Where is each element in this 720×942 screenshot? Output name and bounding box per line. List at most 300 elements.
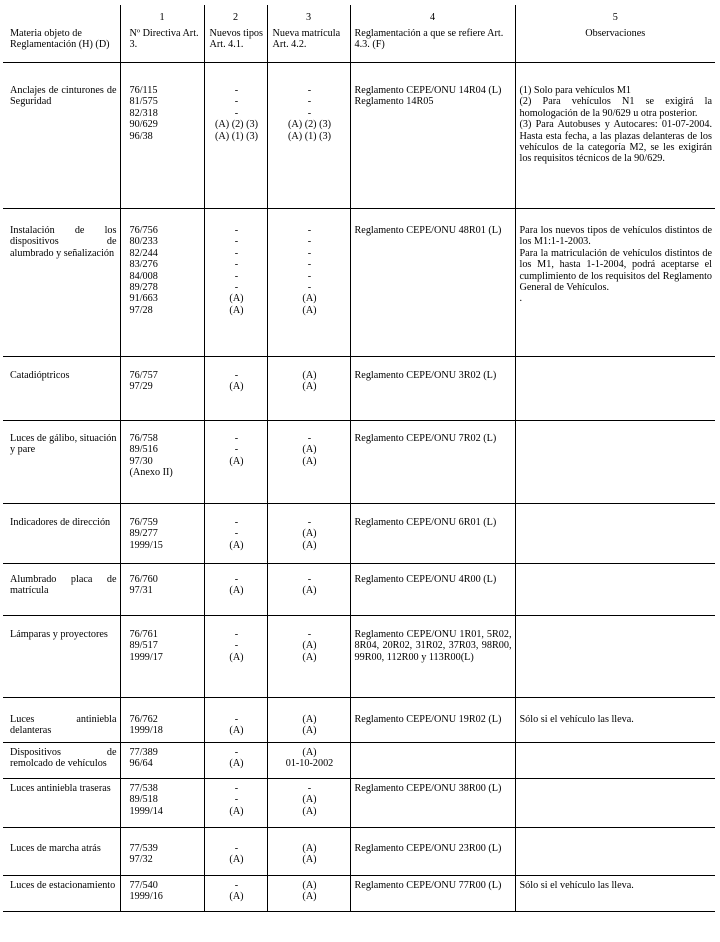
materia-cell <box>3 743 120 779</box>
nuevos-item: - <box>234 236 239 248</box>
directiva-item: 77/538 <box>129 783 158 794</box>
reglamentacion-cell <box>350 63 515 209</box>
nuevos-cell <box>204 779 267 828</box>
reglamentacion-cell <box>350 876 515 912</box>
materia-text: Luces de marcha atrás <box>10 843 101 854</box>
reglamentacion-list <box>351 357 515 381</box>
directiva-item-list <box>121 357 204 393</box>
table-row <box>3 876 715 912</box>
reglamentacion-cell <box>350 209 515 357</box>
reglamentacion-list <box>351 698 515 725</box>
table-row <box>3 828 715 876</box>
observaciones-cell <box>515 779 715 828</box>
directiva-item: (Anexo II) <box>129 467 173 479</box>
nuevos-item: - <box>234 880 239 891</box>
table-row <box>3 698 715 743</box>
directiva-cell <box>120 616 204 698</box>
directiva-item: 89/516 <box>129 444 158 456</box>
observaciones-cell <box>515 616 715 698</box>
observacion-text: . <box>519 293 523 305</box>
header-cell-observaciones <box>515 5 715 63</box>
nuevos-item-list <box>205 828 267 866</box>
matricula-cell <box>267 504 350 564</box>
matricula-cell <box>267 616 350 698</box>
matricula-item: (A) <box>302 854 317 866</box>
nuevos-item: - <box>234 528 239 540</box>
materia-text: Catadióptricos <box>10 370 70 381</box>
matricula-cell <box>267 209 350 357</box>
reglamentacion-text: Reglamento CEPE/ONU 48R01 (L) <box>354 225 502 236</box>
matricula-item-list <box>268 357 350 393</box>
materia-cell <box>3 357 120 421</box>
nuevos-item-list <box>205 564 267 597</box>
matricula-item-list <box>268 504 350 551</box>
observaciones-list <box>516 421 716 433</box>
directiva-item: 1999/15 <box>129 539 163 551</box>
reglamentacion-list <box>351 421 515 444</box>
observacion-text: Sólo si el vehículo las lleva. <box>519 880 634 891</box>
matricula-item-list <box>268 876 350 903</box>
matricula-item: (A) <box>302 304 317 316</box>
nuevos-item: (A) <box>229 585 244 597</box>
nuevos-item-list <box>205 876 267 903</box>
directiva-item: 76/757 <box>129 370 158 381</box>
matricula-item-list <box>268 743 350 770</box>
reglamentacion-list <box>351 504 515 528</box>
directiva-item: 97/31 <box>129 585 153 597</box>
nuevos-item: (A) <box>229 455 244 467</box>
nuevos-cell <box>204 357 267 421</box>
nuevos-item: - <box>234 85 239 96</box>
directiva-item: 89/277 <box>129 528 158 540</box>
reglamentacion-list <box>351 828 515 854</box>
table-row <box>3 63 715 209</box>
nuevos-item: - <box>234 247 239 259</box>
col-label-directiva: Nº Directiva Art. 3. <box>129 28 199 51</box>
reglamentacion-list <box>351 876 515 891</box>
directiva-item: 77/539 <box>129 843 158 854</box>
nuevos-cell <box>204 698 267 743</box>
observacion-text: (1) Solo para vehículos M1 <box>519 85 631 96</box>
reglamentacion-list <box>351 209 515 236</box>
matricula-item: (A) <box>302 585 317 597</box>
reglamentacion-cell <box>350 564 515 616</box>
matricula-cell <box>267 698 350 743</box>
reglamentacion-text: Reglamento 14R05 <box>354 96 434 108</box>
table-row <box>3 421 715 504</box>
nuevos-item: (A) (1) (3) <box>215 130 258 142</box>
matricula-item: (A) <box>302 539 317 551</box>
directiva-item-list <box>121 63 204 142</box>
matricula-cell <box>267 63 350 209</box>
observacion-text: Para la matriculación de vehículos distintos de los M1, hasta 1-1-2004, podrá aceptarse el cumplimiento de los requisitos del Reglamento General de Vehículos. <box>519 247 712 294</box>
materia-cell <box>3 209 120 357</box>
table-row <box>3 357 715 421</box>
matricula-item-list <box>268 421 350 467</box>
directiva-item: 83/276 <box>129 259 158 271</box>
directiva-item: 96/38 <box>129 130 153 142</box>
reglamentacion-text: Reglamento CEPE/ONU 77R00 (L) <box>354 880 502 891</box>
nuevos-cell <box>204 504 267 564</box>
matricula-item: - <box>307 107 312 119</box>
nuevos-item: (A) <box>229 651 244 663</box>
header-cell-directiva <box>120 5 204 63</box>
nuevos-item: (A) <box>229 854 244 866</box>
table-row <box>3 616 715 698</box>
matricula-item: (A) <box>302 651 317 663</box>
directiva-item: 97/28 <box>129 304 153 316</box>
materia-text: Instalación de los dispositivos de alumbrado y señalización <box>10 225 117 259</box>
reglamentacion-text: Reglamento CEPE/ONU 19R02 (L) <box>354 714 502 725</box>
matricula-cell <box>267 421 350 504</box>
reglamentacion-text: Reglamento CEPE/ONU 14R04 (L) <box>354 85 502 96</box>
reglamentacion-cell <box>350 421 515 504</box>
nuevos-item: - <box>234 640 239 652</box>
matricula-item: (A) <box>302 455 317 467</box>
directiva-cell <box>120 828 204 876</box>
materia-cell <box>3 698 120 743</box>
matricula-item: (A) <box>302 444 317 456</box>
reglamentacion-text: Reglamento CEPE/ONU 38R00 (L) <box>354 783 502 794</box>
observaciones-list <box>516 743 716 747</box>
directiva-item: 81/575 <box>129 96 158 108</box>
col-number: 4 <box>429 12 436 23</box>
matricula-cell <box>267 828 350 876</box>
observaciones-list <box>516 779 716 783</box>
materia-text: Luces de estacionamiento <box>10 880 116 891</box>
observaciones-cell <box>515 828 715 876</box>
observaciones-cell <box>515 564 715 616</box>
nuevos-item: (A) <box>229 725 244 737</box>
observaciones-cell <box>515 698 715 743</box>
matricula-item: - <box>307 574 312 585</box>
header-cell-materia <box>3 5 120 63</box>
matricula-item: - <box>307 85 312 96</box>
directiva-item: 76/761 <box>129 629 158 640</box>
nuevos-item: - <box>234 225 239 236</box>
matricula-item: - <box>307 225 312 236</box>
nuevos-item-list <box>205 63 267 142</box>
matricula-item-list <box>268 616 350 663</box>
matricula-item: (A) <box>302 805 317 817</box>
table-row <box>3 209 715 357</box>
matricula-item: (A) <box>302 370 317 381</box>
materia-cell <box>3 421 120 504</box>
observaciones-cell <box>515 421 715 504</box>
nuevos-item-list <box>205 357 267 393</box>
directiva-item: 1999/16 <box>129 891 163 903</box>
directiva-item-list <box>121 828 204 866</box>
nuevos-item: - <box>234 747 239 758</box>
matricula-item: (A) <box>302 381 317 393</box>
nuevos-item: (A) <box>229 758 244 770</box>
matricula-item: (A) <box>302 725 317 737</box>
matricula-item: - <box>307 433 312 444</box>
col-number <box>3 12 120 26</box>
matricula-cell <box>267 743 350 779</box>
col-number: 1 <box>159 12 165 23</box>
table-row <box>3 743 715 779</box>
nuevos-item: - <box>234 433 239 444</box>
directiva-cell <box>120 779 204 828</box>
matricula-item: - <box>307 783 312 794</box>
reglamentacion-text: Reglamento CEPE/ONU 7R02 (L) <box>354 433 497 444</box>
col-number: 3 <box>305 12 312 23</box>
header-row <box>3 5 715 63</box>
directiva-item: 91/663 <box>129 293 158 305</box>
directiva-cell <box>120 876 204 912</box>
directiva-item-list <box>121 779 204 817</box>
nuevos-item: (A) (2) (3) <box>215 119 258 131</box>
directiva-item: 96/64 <box>129 758 153 770</box>
directiva-cell <box>120 209 204 357</box>
reglamentacion-list <box>351 616 515 663</box>
nuevos-item: - <box>234 282 239 294</box>
nuevos-item-list <box>205 698 267 737</box>
materia-text: Luces de gálibo, situación y pare <box>10 433 117 456</box>
nuevos-item: - <box>234 574 239 585</box>
nuevos-item-list <box>205 743 267 770</box>
nuevos-item: (A) <box>229 891 244 903</box>
observacion-text: (2) Para vehículos N1 se exigirá la homologación de la 90/629 u otra posterior. <box>519 96 712 119</box>
matricula-item: - <box>307 629 312 640</box>
reglamentacion-cell <box>350 357 515 421</box>
directiva-item: 1999/14 <box>129 805 163 817</box>
matricula-item: (A) <box>302 293 317 305</box>
materia-cell <box>3 616 120 698</box>
matricula-item: - <box>307 247 312 259</box>
matricula-item: (A) <box>302 794 317 806</box>
nuevos-cell <box>204 564 267 616</box>
observaciones-cell <box>515 743 715 779</box>
matricula-item-list <box>268 209 350 316</box>
col-number: 5 <box>612 12 618 23</box>
matricula-item: (A) <box>302 528 317 540</box>
directiva-cell <box>120 63 204 209</box>
reglamentacion-list <box>351 779 515 794</box>
observaciones-list <box>516 209 716 305</box>
matricula-item: - <box>307 236 312 248</box>
nuevos-item: (A) <box>229 805 244 817</box>
col-label-materia: Materia objeto de Reglamentación (H) (D) <box>10 28 110 51</box>
directiva-item: 89/278 <box>129 282 158 294</box>
table-row <box>3 504 715 564</box>
directiva-cell <box>120 421 204 504</box>
nuevos-item: - <box>234 517 239 528</box>
directiva-item-list <box>121 421 204 479</box>
col-number: 2 <box>232 12 239 23</box>
observaciones-list <box>516 357 716 370</box>
nuevos-cell <box>204 876 267 912</box>
reglamentacion-text: Reglamento CEPE/ONU 23R00 (L) <box>354 843 502 854</box>
directiva-cell <box>120 504 204 564</box>
directiva-item-list <box>121 698 204 737</box>
directiva-item-list <box>121 876 204 903</box>
col-label-observaciones: Observaciones <box>585 28 646 39</box>
directiva-item-list <box>121 616 204 663</box>
matricula-item: (A) (2) (3) <box>288 119 331 131</box>
nuevos-cell <box>204 743 267 779</box>
materia-cell <box>3 876 120 912</box>
directiva-item-list <box>121 209 204 316</box>
matricula-item: (A) <box>302 747 317 758</box>
nuevos-item-list <box>205 421 267 467</box>
observaciones-list <box>516 616 716 629</box>
nuevos-cell <box>204 616 267 698</box>
nuevos-item: - <box>234 444 239 456</box>
directiva-item: 76/759 <box>129 517 158 528</box>
nuevos-item-list <box>205 779 267 817</box>
directiva-item: 89/517 <box>129 640 158 652</box>
directiva-item: 82/244 <box>129 247 158 259</box>
nuevos-item: (A) <box>229 381 244 393</box>
directiva-cell <box>120 357 204 421</box>
nuevos-item: - <box>234 843 239 854</box>
nuevos-item: - <box>234 794 239 806</box>
nuevos-item: - <box>234 259 239 271</box>
materia-text: Dispositivos de remolcado de vehículos <box>10 747 117 770</box>
nuevos-item: (A) <box>229 304 244 316</box>
materia-cell <box>3 504 120 564</box>
reglamentacion-text: Reglamento CEPE/ONU 1R01, 5R02, 8R04, 20R02, 31R02, 37R03, 98R00, 99R00, 112R00 y 113R00(L) <box>354 629 512 663</box>
nuevos-item-list <box>205 209 267 316</box>
reglamentacion-cell <box>350 504 515 564</box>
matricula-item: (A) <box>302 880 317 891</box>
nuevos-item: - <box>234 783 239 794</box>
materia-text: Anclajes de cinturones de Seguridad <box>10 85 117 108</box>
nuevos-item: - <box>234 107 239 119</box>
observaciones-cell <box>515 63 715 209</box>
directiva-item: 76/760 <box>129 574 158 585</box>
matricula-item-list <box>268 828 350 866</box>
col-label-reglamentacion: Reglamentación a que se refiere Art. 4.3. (F) <box>354 28 504 51</box>
matricula-item: - <box>307 259 312 271</box>
nuevos-item: (A) <box>229 539 244 551</box>
nuevos-cell <box>204 421 267 504</box>
materia-cell <box>3 828 120 876</box>
directiva-item: 76/115 <box>129 85 158 96</box>
reglamentacion-text: Reglamento CEPE/ONU 6R01 (L) <box>354 517 497 528</box>
reglamentacion-cell <box>350 616 515 698</box>
directiva-item: 76/762 <box>129 714 158 725</box>
regulation-table <box>3 5 715 912</box>
directiva-cell <box>120 564 204 616</box>
reglamentacion-cell <box>350 698 515 743</box>
directiva-cell <box>120 743 204 779</box>
reglamentacion-cell <box>350 779 515 828</box>
matricula-item: 01-10-2002 <box>285 758 334 770</box>
matricula-item-list <box>268 564 350 597</box>
matricula-cell <box>267 357 350 421</box>
nuevos-item: - <box>234 629 239 640</box>
nuevos-item: - <box>234 270 239 282</box>
reglamentacion-cell <box>350 828 515 876</box>
observacion-text: Para los nuevos tipos de vehículos distintos de los M1:1-1-2003. <box>519 225 712 248</box>
matricula-item: (A) <box>302 640 317 652</box>
materia-cell <box>3 779 120 828</box>
directiva-item: 1999/17 <box>129 651 163 663</box>
nuevos-cell <box>204 209 267 357</box>
matricula-item: (A) <box>302 843 317 854</box>
directiva-item-list <box>121 564 204 597</box>
matricula-item: (A) (1) (3) <box>288 130 331 142</box>
nuevos-item-list <box>205 616 267 663</box>
nuevos-item: - <box>234 370 239 381</box>
directiva-item-list <box>121 504 204 551</box>
directiva-item: 97/29 <box>129 381 153 393</box>
observaciones-cell <box>515 209 715 357</box>
directiva-item: 84/008 <box>129 270 158 282</box>
nuevos-cell <box>204 828 267 876</box>
matricula-item: - <box>307 282 312 294</box>
directiva-item: 89/518 <box>129 794 158 806</box>
table-row <box>3 779 715 828</box>
observaciones-list <box>516 63 716 165</box>
reglamentacion-list <box>351 63 515 108</box>
observaciones-cell <box>515 504 715 564</box>
materia-cell <box>3 63 120 209</box>
observaciones-cell <box>515 357 715 421</box>
directiva-cell <box>120 698 204 743</box>
reglamentacion-list <box>351 564 515 585</box>
directiva-item: 1999/18 <box>129 725 163 737</box>
table-row <box>3 564 715 616</box>
matricula-cell <box>267 779 350 828</box>
materia-cell <box>3 564 120 616</box>
materia-text: Alumbrado placa de matrícula <box>10 574 117 597</box>
observaciones-cell <box>515 876 715 912</box>
directiva-item: 76/756 <box>129 225 158 236</box>
matricula-item: (A) <box>302 891 317 903</box>
reglamentacion-text: Reglamento CEPE/ONU 3R02 (L) <box>354 370 497 381</box>
observacion-text: Sólo si el vehículo las lleva. <box>519 714 634 725</box>
reglamentacion-text: Reglamento CEPE/ONU 4R00 (L) <box>354 574 497 585</box>
col-label-nuevos: Nuevos tipos Art. 4.1. <box>209 28 263 51</box>
directiva-item-list <box>121 743 204 770</box>
matricula-item-list <box>268 63 350 142</box>
directiva-item: 76/758 <box>129 433 158 444</box>
nuevos-item: (A) <box>229 293 244 305</box>
materia-text: Lámparas y proyectores <box>10 629 108 640</box>
directiva-item: 97/32 <box>129 854 153 866</box>
reglamentacion-list <box>351 743 515 747</box>
directiva-item: 77/389 <box>129 747 158 758</box>
nuevos-item: - <box>234 96 239 108</box>
header-cell-reglamentacion <box>350 5 515 63</box>
directiva-item: 82/318 <box>129 107 158 119</box>
matricula-item: - <box>307 96 312 108</box>
directiva-item: 77/540 <box>129 880 158 891</box>
matricula-item-list <box>268 779 350 817</box>
matricula-item-list <box>268 698 350 737</box>
matricula-item: - <box>307 517 312 528</box>
observaciones-list <box>516 504 716 517</box>
matricula-item: (A) <box>302 714 317 725</box>
matricula-cell <box>267 564 350 616</box>
observaciones-list <box>516 698 716 725</box>
observaciones-list <box>516 828 716 843</box>
col-label-matricula: Nueva matrícula Art. 4.2. <box>272 28 341 51</box>
header-cell-nuevos <box>204 5 267 63</box>
nuevos-cell <box>204 63 267 209</box>
directiva-item: 97/30 <box>129 455 153 467</box>
observacion-text: (3) Para Autobuses y Autocares: 01-07-2004. Hasta esta fecha, a las plazas delanteras de los vehículos de la categoría M2, se les exigirán los requisitos técnicos de la 90/629. <box>519 119 712 165</box>
nuevos-item: - <box>234 714 239 725</box>
reglamentacion-cell <box>350 743 515 779</box>
matricula-cell <box>267 876 350 912</box>
materia-text: Luces antiniebla traseras <box>10 783 111 794</box>
observaciones-list <box>516 564 716 574</box>
